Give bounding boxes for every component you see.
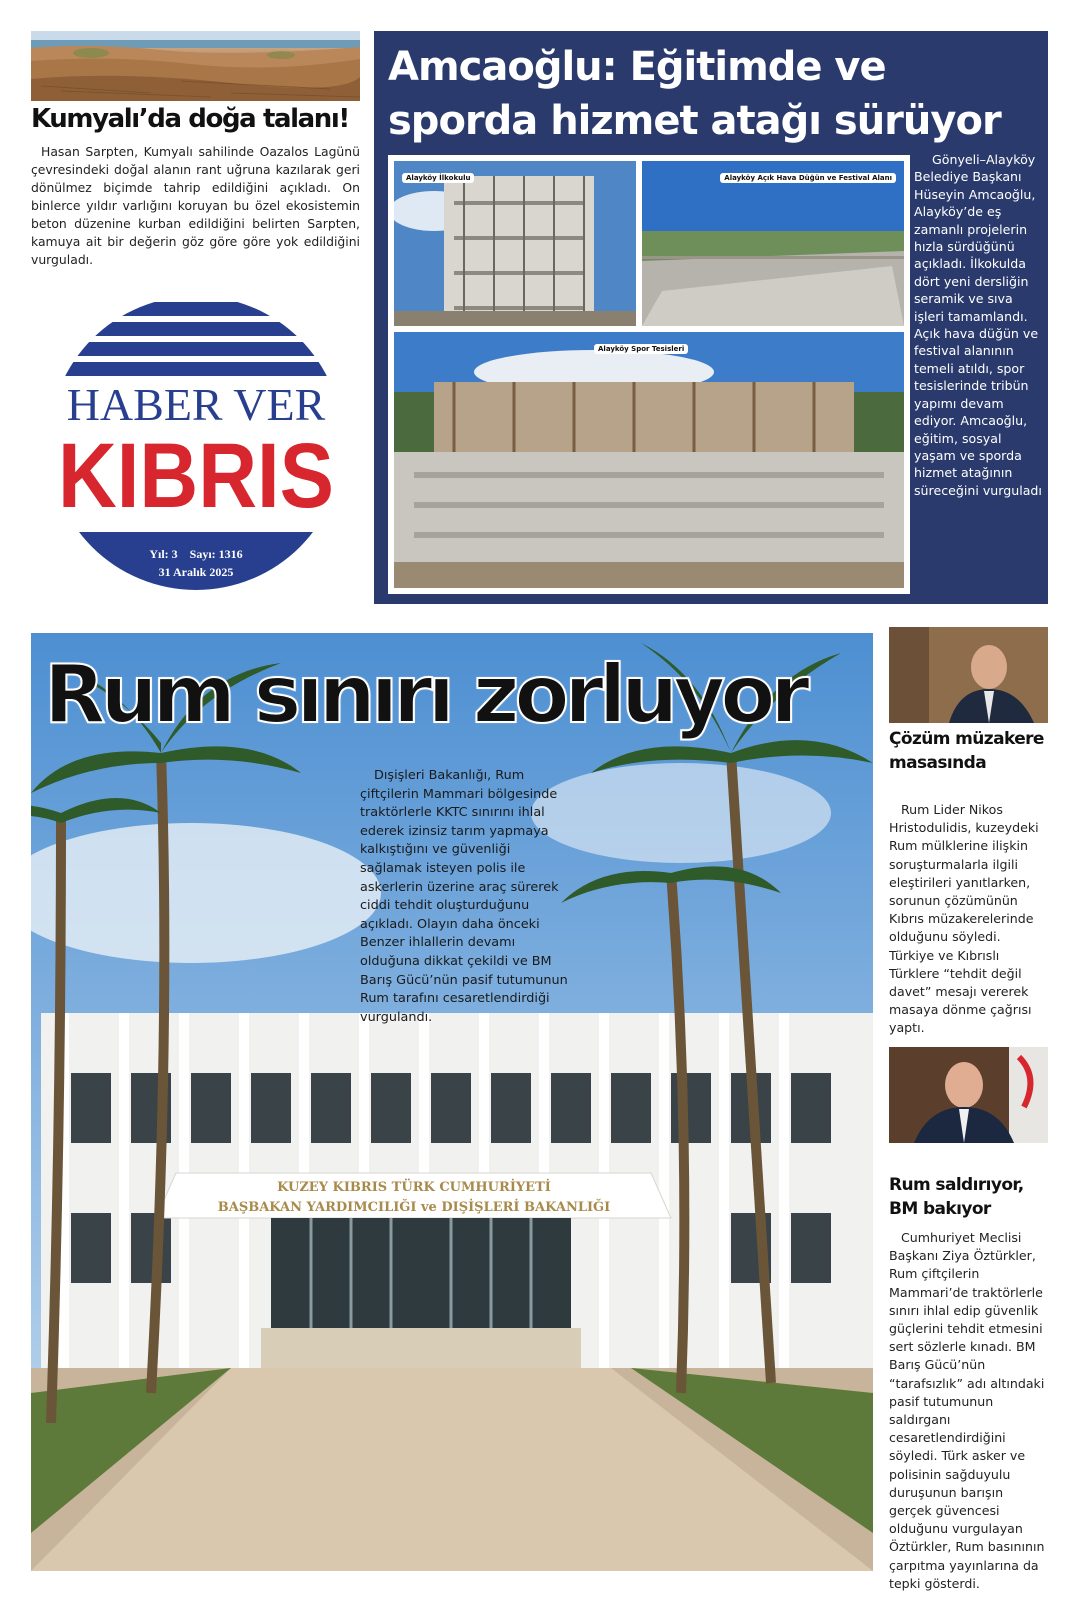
- amcaoglu-headline: [388, 40, 1038, 148]
- saldiriyor-headline: Rum saldırıyor, BM bakıyor: [889, 1175, 1024, 1219]
- cozum-body: Rum Lider Nikos Hristodulidis, kuzeydeki Rum mülklerine ilişkin soruşturmalarla ilgili eleştirileri yanıtlarken, sorunun çözümünün Kıbrıs müzakerelerinde olduğunu söyledi. Türkiye ve Kıbrıslı Türklere “tehdit değil davet” mesajı vererek masaya dönme çağrısı yaptı.: [889, 802, 1039, 1036]
- school-photo: [394, 161, 636, 326]
- school-photo-label: Alayköy İlkokulu: [402, 173, 474, 183]
- amcaoglu-photo-collage: [388, 155, 910, 594]
- amcaoglu-headline-line1: Amcaoğlu: Eğitimde ve: [388, 44, 886, 90]
- cozum-headline: Çözüm müzakere masasında: [889, 729, 1044, 773]
- amcaoglu-body: Gönyeli–Alayköy Belediye Başkanı Hüseyin Amcaoğlu, Alayköy’de eş zamanlı projelerin hızla sürdüğünü açıkladı. İlkokulda dört yeni dersliğin seramik ve sıva işleri tamamlandı. Açık hava düğün ve festival alanının temeli atıldı, spor tesislerinde tribün yapımı devam ediyor. Amcaoğlu, eğitim, sosyal yaşam ve sporda hizmet atağının süreceğini vurguladı: [914, 152, 1042, 498]
- saldiriyor-body: Cumhuriyet Meclisi Başkanı Ziya Öztürkler, Rum çiftçilerin Mammari’de traktörlerle sınırı ihlal edip güvenlik güçlerini tehdit etmesini sert sözlerle kınadı. BM Barış Gücü’nün “tarafsızlık” adı altındaki pasif tutumunun saldırganı cesaretlendirdiğini söyledi. Türk asker ve polisinin sağduyulu duruşunun barışın gerçek güvencesi olduğunu vurgulayan Öztürkler, Rum basınının çarpıtma yayınlarına da tepki gösterdi.: [889, 1230, 1045, 1591]
- building-sign-line1: KUZEY KIBRIS TÜRK CUMHURİYETİ: [277, 1180, 551, 1195]
- issue-date: 31 Aralık 2025: [158, 565, 234, 579]
- issue-number: Yıl: 3 Sayı: 1316: [149, 547, 243, 561]
- sports-facility-label: Alayköy Spor Tesisleri: [594, 344, 688, 354]
- beach-excavation-illustration: [31, 31, 360, 101]
- kumyali-headline: Kumyalı’da doğa talanı!: [31, 104, 349, 134]
- logo-line2: KIBRIS: [58, 425, 334, 527]
- sports-facility-photo: [394, 332, 904, 588]
- wedding-area-label: Alayköy Açık Hava Düğün ve Festival Alanı: [720, 173, 896, 183]
- school-construction-illustration: [394, 161, 636, 326]
- sports-construction-illustration: [394, 332, 904, 588]
- kumyali-beach-photo: [31, 31, 360, 101]
- main-headline: Rum sınırı zorluyor: [44, 648, 805, 741]
- amcaoglu-headline-line2: sporda hizmet atağı sürüyor: [388, 98, 1001, 144]
- main-body: Dışişleri Bakanlığı, Rum çiftçilerin Mammari bölgesinde traktörlerle KKTC sınırını ihlal ederek izinsiz tarım yapmaya kalkıştığını ve güvenliği sağlamak isteyen polis ile askerlerin üzerine araç sürerek ciddi tehdit oluşturduğunu açıkladı. Olayın daha önceki Benzer ihlallerin devamı olduğuna dikkat çekildi ve BM Barış Gücü’nün pasif tutumunun Rum tarafını cesaretlendirdiği vurgulandı.: [360, 768, 568, 1025]
- portrait-illustration: [889, 627, 1048, 723]
- hristodulidis-photo: [889, 627, 1048, 723]
- wedding-area-photo: [642, 161, 904, 326]
- festival-area-illustration: [642, 161, 904, 326]
- kumyali-body: Hasan Sarpten, Kumyalı sahilinde Oazalos Lagünü çevresindeki doğal alanın rant uğruna kazılarak geri dönülmez biçimde tahrip edildiğini açıkladı. On binlerce yıldır varlığını koruyan bu özel ekosistemin beton düzenine kurban edildiğini belirten Sarpten, kamuya ait bir değerin göz göre göre yok edildiğini vurguladı.: [31, 144, 360, 267]
- building-sign-line2: BAŞBAKAN YARDIMCILIĞI ve DIŞİŞLERİ BAKANLIĞI: [217, 1200, 611, 1215]
- masthead-logo: [46, 282, 346, 604]
- ozturkler-photo: [889, 1047, 1048, 1143]
- portrait-illustration-2: [889, 1047, 1048, 1143]
- logo-line1: HABER VER: [66, 379, 326, 430]
